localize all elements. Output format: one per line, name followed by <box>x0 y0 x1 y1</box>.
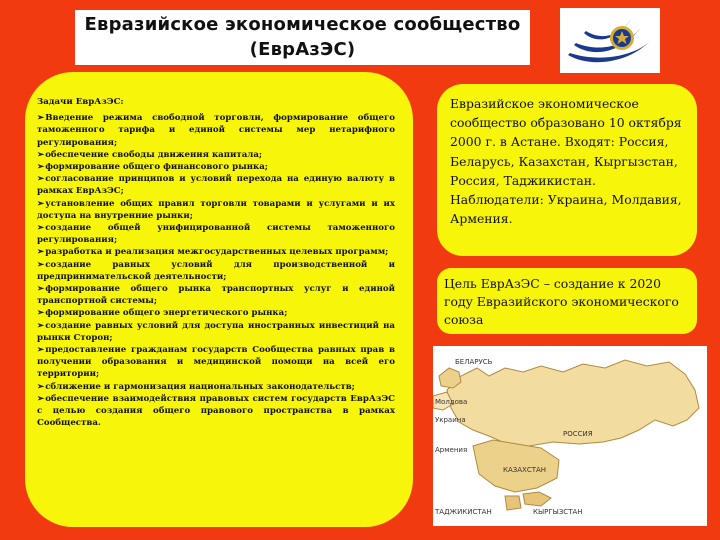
task-item: ➢ создание равных условий для доступа иностранных инвестиций на рынки Сторон; <box>37 320 395 344</box>
task-item: ➢ сближение и гармонизация национальных законодательств; <box>37 381 395 393</box>
page-title-line1: Евразийское экономическое сообщество <box>84 14 521 35</box>
task-item: ➢ установление общих правил торговли товарами и услугами и их доступа на внутренние рынки; <box>37 198 395 222</box>
map-label-moldova: Молдова <box>435 398 468 406</box>
task-item: ➢ формирование общего рынка транспортных услуг и единой транспортной системы; <box>37 283 395 307</box>
goal-text: Цель ЕврАзЭС – создание к 2020 году Евразийского экономического союза <box>444 276 679 327</box>
map-label-tajikistan: ТАДЖИКИСТАН <box>435 508 492 516</box>
info-text: Евразийское экономическое сообщество образовано 10 октября 2000 г. в Астане. Входят: Россия, Беларусь, Казахстан, Кыргызстан, Россия, Таджикистан. Наблюдатели: Украина, Молдавия, Армения. <box>450 96 682 227</box>
map-label-belarus: БЕЛАРУСЬ <box>455 358 493 366</box>
map-label-kazakhstan: КАЗАХСТАН <box>503 466 547 474</box>
title-box <box>75 10 530 65</box>
eurasec-emblem-icon <box>560 8 660 73</box>
task-item: ➢ создание общей унифицированной системы таможенного регулирования; <box>37 222 395 246</box>
tasks-list <box>37 96 395 429</box>
info-panel <box>437 84 697 256</box>
map-label-kyrgyzstan: КЫРГЫЗСТАН <box>533 508 583 516</box>
map-label-russia: РОССИЯ <box>563 430 593 438</box>
map-land-tajikistan <box>505 496 521 510</box>
task-item: ➢ обеспечение взаимодействия правовых систем государств ЕврАзЭС с целью создания общего правового пространства в рамках Сообщества. <box>37 393 395 430</box>
task-item: ➢ Введение режима свободной торговли, формирование общего таможенного тарифа и единой системы мер нетарифного регулирования; <box>37 112 395 149</box>
task-item: ➢ формирование общего финансового рынка; <box>37 161 395 173</box>
map-land-belarus <box>439 368 461 388</box>
map-land-kyrgyzstan <box>523 492 551 506</box>
task-item: ➢ создание равных условий для производственной и предпринимательской деятельности; <box>37 259 395 283</box>
task-item: ➢ предоставление гражданам государств Сообщества равных прав в получении образования и медицинской помощи на всей его территории; <box>37 344 395 381</box>
map-label-ukraine: Украина <box>435 416 466 424</box>
eurasec-map <box>433 346 707 526</box>
logo-box <box>560 8 660 73</box>
task-item: ➢ обеспечение свободы движения капитала; <box>37 149 395 161</box>
page-title-line2: (ЕврАзЭС) <box>249 39 356 60</box>
task-item: ➢ формирование общего энергетического рынка; <box>37 307 395 319</box>
map-label-armenia: Армения <box>435 446 468 454</box>
tasks-heading: Задачи ЕврАзЭС: <box>37 97 124 107</box>
task-item: ➢ согласование принципов и условий перехода на единую валюту в рамках ЕврАзЭС; <box>37 173 395 197</box>
goal-panel <box>437 268 697 334</box>
task-item: ➢ разработка и реализация межгосударственных целевых программ; <box>37 246 395 258</box>
